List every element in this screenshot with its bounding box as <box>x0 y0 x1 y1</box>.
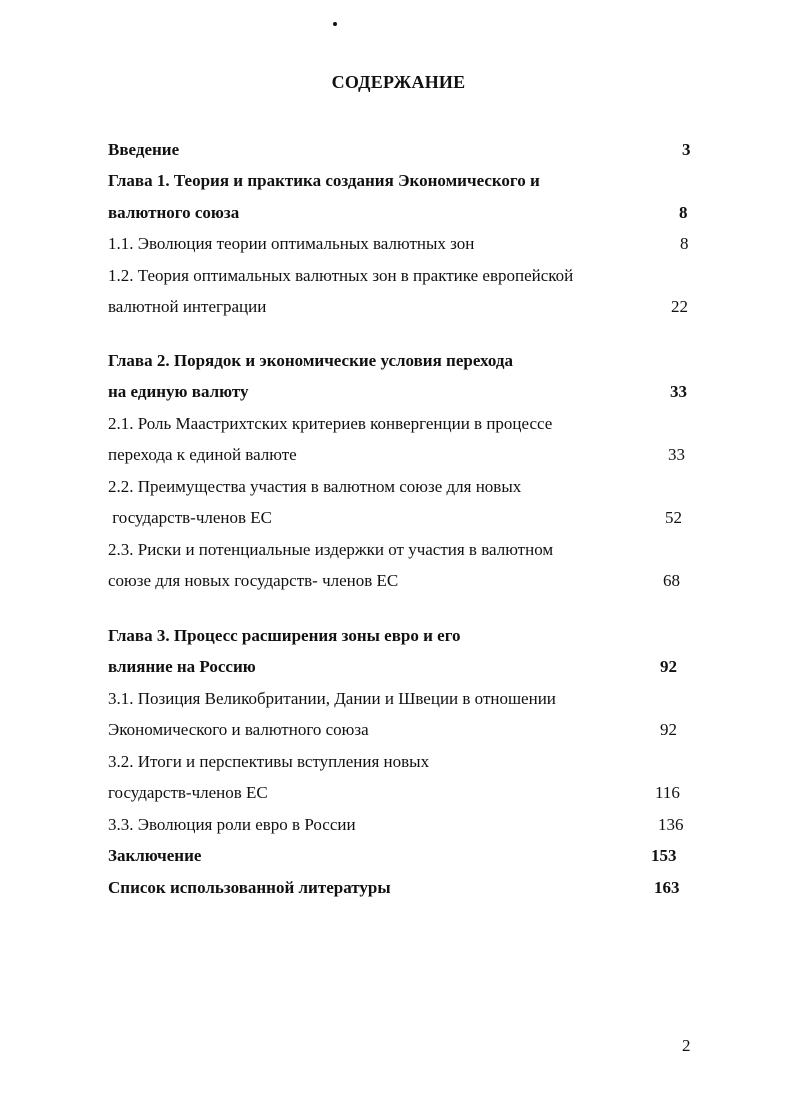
toc-page-chapter-1: 8 <box>679 203 688 222</box>
toc-chapter-3-line-1: Глава 3. Процесс расширения зоны евро и его <box>108 626 461 645</box>
toc-page-section-2-2: 52 <box>665 508 682 527</box>
toc-page-section-2-3: 68 <box>663 571 680 590</box>
toc-section-3-1-line-1: 3.1. Позиция Великобритании, Дании и Швеции в отношении <box>108 689 556 708</box>
toc-page-section-2-1: 33 <box>668 445 685 464</box>
toc-section-2-2-line-1: 2.2. Преимущества участия в валютном союзе для новых <box>108 477 522 496</box>
toc-section-2-2-line-2: государств-членов ЕС <box>108 508 273 527</box>
toc-section-3-1-line-2: Экономического и валютного союза <box>108 720 369 739</box>
toc-section-1-2-line-1: 1.2. Теория оптимальных валютных зон в практике европейской <box>108 266 574 285</box>
toc-section-3-2-line-1: 3.2. Итоги и перспективы вступления новых <box>108 752 430 771</box>
toc-page-section-1-1: 8 <box>680 234 689 253</box>
toc-entry-bibliography: Список использованной литературы <box>108 878 391 897</box>
toc-page-bibliography: 163 <box>654 878 680 897</box>
toc-page-section-1-2: 22 <box>671 297 688 316</box>
toc-section-1-1: 1.1. Эволюция теории оптимальных валютных зон <box>108 234 475 253</box>
toc-section-1-2-line-2: валютной интеграции <box>108 297 267 316</box>
scan-dot <box>333 22 337 26</box>
toc-page-section-3-2: 116 <box>655 783 680 802</box>
page-number: 2 <box>682 1036 691 1055</box>
toc-section-2-3-line-1: 2.3. Риски и потенциальные издержки от участия в валютном <box>108 540 554 559</box>
toc-chapter-2-line-1: Глава 2. Порядок и экономические условия перехода <box>108 351 513 370</box>
toc-section-2-1-line-1: 2.1. Роль Маастрихтских критериев конвергенции в процессе <box>108 414 553 433</box>
toc-chapter-2-line-2: на единую валюту <box>108 382 249 401</box>
toc-page-chapter-3: 92 <box>660 657 677 676</box>
toc-chapter-1-line-1: Глава 1. Теория и практика создания Экономического и <box>108 171 540 190</box>
toc-entry-conclusion: Заключение <box>108 846 202 865</box>
toc-section-3-2-line-2: государств-членов ЕС <box>108 783 268 802</box>
toc-page-intro: 3 <box>682 140 691 159</box>
toc-section-2-3-line-2: союзе для новых государств- членов ЕС <box>108 571 399 590</box>
toc-section-3-3: 3.3. Эволюция роли евро в России <box>108 815 356 834</box>
toc-page-chapter-2: 33 <box>670 382 687 401</box>
toc-chapter-1-line-2: валютного союза <box>108 203 240 222</box>
page-title: СОДЕРЖАНИЕ <box>331 72 466 92</box>
toc-chapter-3-line-2: влияние на Россию <box>108 657 256 676</box>
toc-page-conclusion: 153 <box>651 846 677 865</box>
toc-page-section-3-1: 92 <box>660 720 677 739</box>
toc-page-section-3-3: 136 <box>658 815 684 834</box>
toc-entry-intro: Введение <box>108 140 180 159</box>
toc-section-2-1-line-2: перехода к единой валюте <box>108 445 297 464</box>
